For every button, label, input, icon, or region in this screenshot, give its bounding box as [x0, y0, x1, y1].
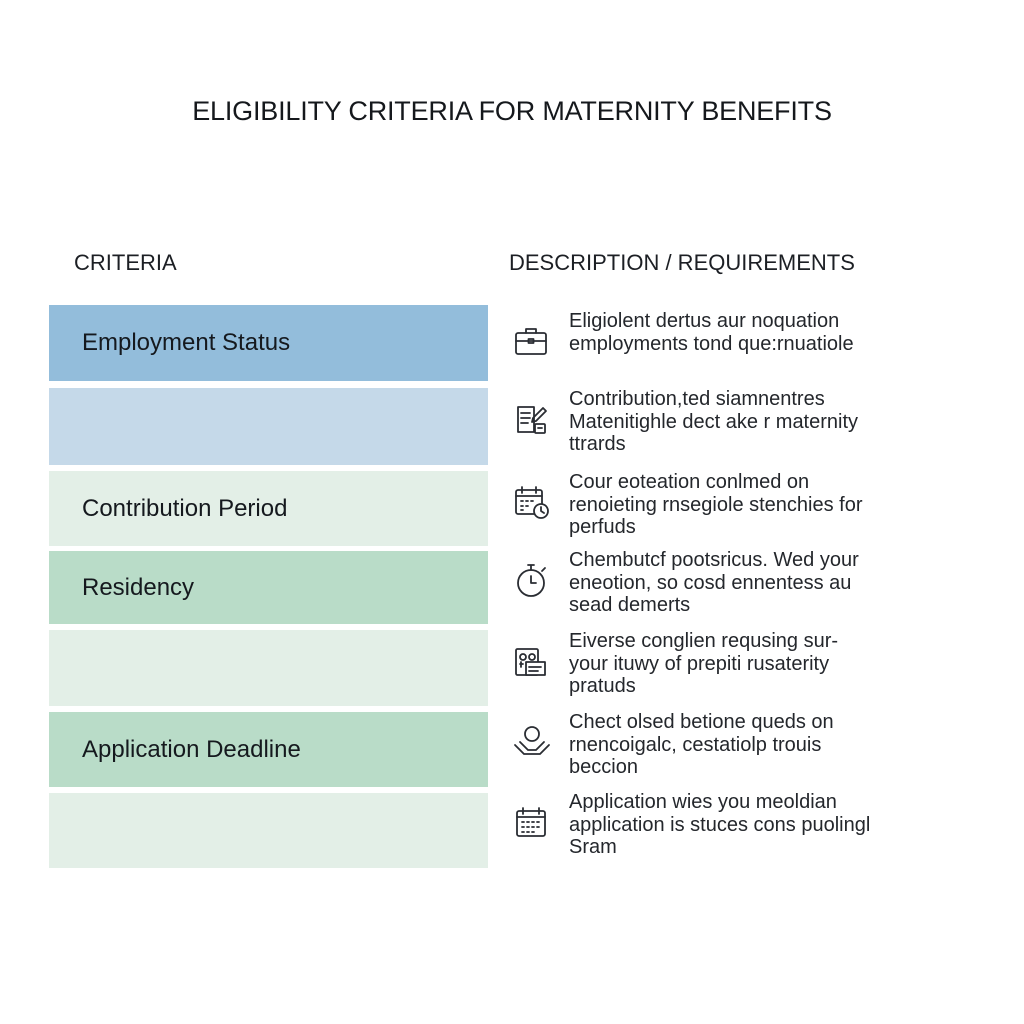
description-item	[508, 310, 1008, 364]
description-line: Chect olsed betione queds on	[569, 711, 834, 733]
calendar-clock-icon	[508, 479, 554, 525]
description-item	[508, 388, 1008, 456]
description-line: Eiverse conglien requsing sur-	[569, 630, 839, 652]
description-item	[508, 630, 1008, 698]
briefcase-icon	[508, 318, 554, 364]
description-item	[508, 791, 1008, 859]
description-line: employments tond que:rnuatiole	[569, 332, 854, 355]
description-line: application is stuces cons puolingl	[569, 813, 871, 836]
description-line: Application wies you meoldian	[569, 791, 837, 813]
description-line: beccion	[569, 756, 638, 778]
criteria-label: Application Deadline	[82, 735, 301, 763]
description-item	[508, 711, 1008, 779]
page-title: ELIGIBILITY CRITERIA FOR MATERNITY BENEFITS	[192, 96, 832, 126]
description-line: perfuds	[569, 516, 636, 538]
criteria-row-contribution-period	[49, 471, 488, 546]
description-line: Chembutcf pootsricus. Wed your	[569, 549, 859, 571]
description-item	[508, 549, 1008, 617]
id-card-icon	[508, 638, 554, 684]
criteria-row-blank	[49, 793, 488, 868]
criteria-row-blank	[49, 388, 488, 465]
stopwatch-icon	[508, 557, 554, 603]
description-line: Matenitighle dect ake r maternity	[569, 410, 859, 433]
criteria-row-application-deadline	[49, 712, 488, 787]
description-line: Sram	[569, 836, 617, 858]
hands-person-icon	[508, 719, 554, 765]
criteria-label: Contribution Period	[82, 494, 288, 522]
description-line: ttrards	[569, 433, 626, 455]
description-line: eneotion, so cosd ennentess au	[569, 571, 852, 594]
criteria-label: Residency	[82, 573, 195, 601]
description-line: Cour eoteation conlmed on	[569, 471, 810, 493]
criteria-row-employment-status	[49, 305, 488, 381]
description-line: your ituwy of prepiti rusaterity	[569, 652, 830, 675]
description-line: Eligiolent dertus aur noquation	[569, 310, 840, 332]
description-line: renoieting rnsegiole stenchies for	[569, 493, 863, 516]
criteria-row-residency	[49, 551, 488, 624]
document-edit-icon	[508, 396, 554, 442]
description-column-header: DESCRIPTION / REQUIREMENTS	[509, 250, 855, 275]
criteria-label: Employment Status	[82, 329, 291, 356]
description-line: sead demerts	[569, 594, 691, 616]
calendar-icon	[508, 799, 554, 845]
criteria-column-header: CRITERIA	[74, 250, 177, 275]
description-item	[508, 471, 1008, 539]
description-line: Contribution,ted siamnentres	[569, 388, 825, 410]
description-line: rnencoigalc, cestatiolp trouis	[569, 733, 822, 756]
criteria-row-blank	[49, 630, 488, 706]
description-line: pratuds	[569, 675, 636, 697]
